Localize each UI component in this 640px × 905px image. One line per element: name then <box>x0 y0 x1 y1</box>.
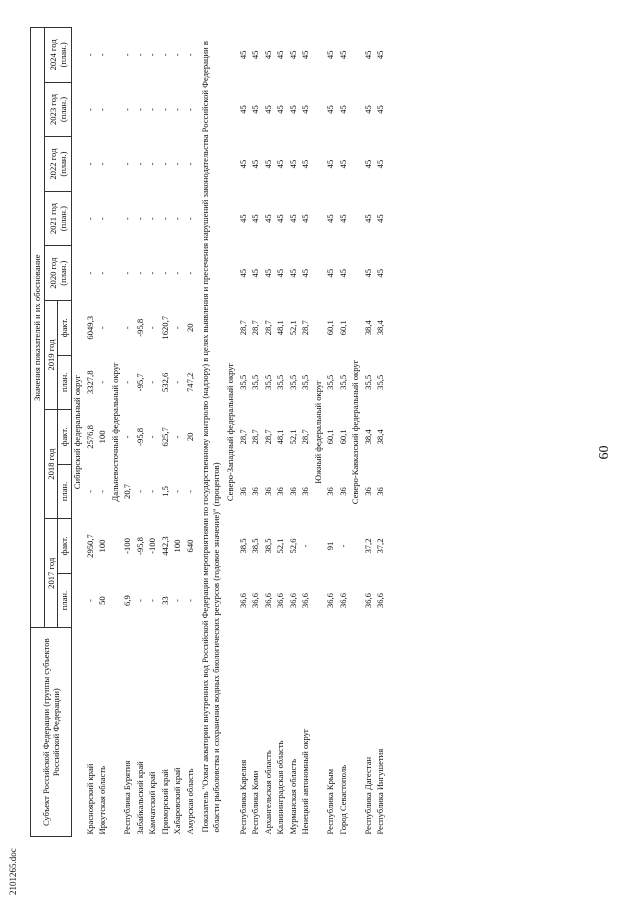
value-cell: 45 <box>362 214 373 223</box>
value-cell: 28,7 <box>250 320 261 336</box>
value-cell: - <box>147 435 158 439</box>
value-cell: - <box>300 544 311 548</box>
value-cell: 2950,7 <box>84 534 95 558</box>
value-cell: 1,5 <box>159 486 170 497</box>
value-cell: 45 <box>375 159 386 169</box>
value-cell: 45 <box>375 105 386 114</box>
region-name: Камчатский край <box>147 771 158 835</box>
region-name: Иркутская область <box>97 765 108 835</box>
value-cell: - <box>184 217 195 221</box>
table-row <box>134 28 147 837</box>
value-cell: 45 <box>250 50 261 60</box>
value-cell: 28,7 <box>262 429 273 445</box>
value-cell: 36,6 <box>275 593 286 609</box>
value-cell: - <box>184 162 195 166</box>
value-cell: 48,1 <box>275 429 286 445</box>
value-cell: - <box>97 217 108 221</box>
value-cell: 33 <box>159 596 170 605</box>
value-cell: 36,6 <box>237 593 248 609</box>
section-title: Южный федеральный округ <box>312 380 323 484</box>
value-cell: -100 <box>147 538 158 554</box>
value-cell: - <box>84 53 95 57</box>
value-cell: 45 <box>287 50 298 60</box>
value-cell: 38,4 <box>362 320 373 336</box>
value-cell: 45 <box>250 159 261 169</box>
value-cell: - <box>184 108 195 111</box>
value-cell: 45 <box>262 105 273 114</box>
value-cell: -95,7 <box>134 373 145 392</box>
value-cell: 45 <box>262 214 273 223</box>
value-cell: - <box>184 599 195 602</box>
value-cell: - <box>147 380 158 384</box>
year-2021-header: 2021 год (план.) <box>44 191 71 246</box>
value-cell: - <box>172 380 183 384</box>
value-cell: 45 <box>275 50 286 60</box>
value-cell: 36 <box>262 487 273 496</box>
value-cell: 2576,8 <box>84 425 95 449</box>
value-cell: 36,6 <box>262 593 273 609</box>
year-2024-header: 2024 год (план.) <box>44 28 71 83</box>
value-cell: 38,4 <box>375 320 386 336</box>
value-cell: 28,7 <box>237 429 248 445</box>
value-cell: - <box>159 217 170 221</box>
table-row <box>184 28 197 837</box>
value-cell: 45 <box>362 50 373 60</box>
value-cell: - <box>184 53 195 57</box>
value-cell: - <box>97 108 108 111</box>
value-cell: 45 <box>250 268 261 278</box>
value-cell: - <box>147 162 158 166</box>
value-cell: 625,7 <box>159 427 170 447</box>
table-row <box>250 28 263 837</box>
region-name: Ненецкий автономный округ <box>300 728 311 835</box>
indicator-description: Показатель "Охват акватории внутренних вод Российской Федерации мероприятиями по государственному контролю (надзору) в целях выявления и пресечения нарушений законодательства Российской Федерации в области рыболовства и сохранения водных биологических ресурсов (годовое значение)" (процентов) <box>199 41 221 833</box>
value-cell: 28,7 <box>300 429 311 445</box>
table-row <box>300 28 313 837</box>
plan-header: план. <box>58 464 72 519</box>
value-cell: 48,1 <box>275 320 286 336</box>
value-cell: 45 <box>237 159 248 169</box>
table-row <box>362 28 375 837</box>
value-cell: - <box>97 53 108 57</box>
value-cell: 52,1 <box>287 320 298 336</box>
value-cell: - <box>97 162 108 166</box>
value-cell: - <box>172 599 183 602</box>
value-cell: 35,5 <box>262 374 273 390</box>
value-cell: 45 <box>287 159 298 169</box>
value-cell: - <box>134 108 145 111</box>
table-row <box>262 28 275 837</box>
value-cell: 28,7 <box>250 429 261 445</box>
table-row <box>147 28 160 837</box>
value-cell: 38,4 <box>375 429 386 445</box>
table-row <box>325 28 338 837</box>
value-cell: 36 <box>250 487 261 496</box>
value-cell: 36 <box>337 487 348 496</box>
value-cell: 45 <box>325 268 336 278</box>
region-name: Республика Дагестан <box>362 756 373 835</box>
value-cell: - <box>184 490 195 493</box>
value-cell: - <box>172 217 183 221</box>
value-cell: 45 <box>362 268 373 278</box>
value-cell: 45 <box>237 268 248 278</box>
value-cell: 36 <box>325 487 336 496</box>
fact-header: факт. <box>58 410 72 465</box>
value-cell: 60,1 <box>337 429 348 445</box>
value-cell: - <box>134 599 145 602</box>
value-cell: 20 <box>184 323 195 333</box>
region-name: Мурманская область <box>287 758 298 835</box>
region-name: Республика Бурятия <box>122 760 133 835</box>
value-cell: - <box>84 217 95 221</box>
year-2023-header: 2023 год (план.) <box>44 82 71 137</box>
value-cell: 45 <box>250 214 261 223</box>
value-cell: - <box>172 271 183 275</box>
value-cell: - <box>122 326 133 330</box>
value-cell: 28,7 <box>300 320 311 336</box>
value-cell: 45 <box>300 105 311 114</box>
value-cell: 35,5 <box>300 374 311 390</box>
value-cell: 45 <box>375 214 386 223</box>
value-cell: - <box>122 435 133 439</box>
value-cell: 6049,3 <box>84 315 95 340</box>
value-cell: - <box>122 162 133 166</box>
value-cell: 45 <box>237 214 248 223</box>
value-cell: 45 <box>275 105 286 114</box>
section-title: Северо-Кавказский федеральный округ <box>350 359 361 505</box>
value-cell: 442,3 <box>159 536 170 556</box>
value-cell: 36 <box>362 487 373 496</box>
value-cell: - <box>172 108 183 111</box>
value-cell: 45 <box>337 50 348 60</box>
value-cell: - <box>147 217 158 221</box>
value-cell: 45 <box>237 105 248 114</box>
value-cell: - <box>147 599 158 602</box>
value-cell: 35,5 <box>250 374 261 390</box>
value-cell: 60,1 <box>325 429 336 445</box>
value-cell: 45 <box>300 159 311 169</box>
value-cell: 38,5 <box>262 538 273 554</box>
year-2020-header: 2020 год (план.) <box>44 246 71 301</box>
value-cell: 45 <box>362 105 373 114</box>
subject-header: Субъект Российской Федерации (группы субъектов Российской Федерации) <box>31 628 72 837</box>
value-cell: 36 <box>300 487 311 496</box>
value-cell: 50 <box>97 596 108 605</box>
region-name: Приморский край <box>159 769 170 835</box>
value-cell: 747,2 <box>184 372 195 392</box>
value-cell: - <box>172 490 183 493</box>
value-cell: 45 <box>337 214 348 223</box>
value-cell: - <box>122 217 133 221</box>
value-cell: 36,6 <box>325 593 336 609</box>
value-cell: 36,6 <box>250 593 261 609</box>
value-cell: 45 <box>325 105 336 114</box>
value-cell: - <box>159 271 170 275</box>
region-name: Красноярский край <box>84 763 95 835</box>
value-cell: 45 <box>337 105 348 114</box>
value-cell: - <box>97 271 108 275</box>
value-cell: 45 <box>300 50 311 60</box>
value-cell: 20 <box>184 432 195 442</box>
region-name: Хабаровский край <box>172 767 183 835</box>
page-number: 60 <box>597 445 612 460</box>
value-cell: 3327,8 <box>84 370 95 395</box>
value-cell: 52,1 <box>287 429 298 445</box>
value-cell: 36,6 <box>287 593 298 609</box>
value-cell: 45 <box>375 268 386 278</box>
value-cell: -95,8 <box>134 318 145 337</box>
value-cell: 52,1 <box>275 538 286 554</box>
year-2017-header: 2017 год <box>44 519 58 628</box>
value-cell: 37,2 <box>362 538 373 554</box>
value-cell: 28,7 <box>237 320 248 336</box>
region-name: Амурская область <box>184 768 195 835</box>
value-cell: 36,6 <box>300 593 311 609</box>
value-cell: 36 <box>275 487 286 496</box>
section-title: Дальневосточный федеральный округ <box>109 362 120 502</box>
plan-header: план. <box>58 573 72 628</box>
value-cell: 1620,7 <box>159 315 170 340</box>
value-cell: 45 <box>287 105 298 114</box>
value-cell: 100 <box>97 539 108 553</box>
table-row <box>287 28 300 837</box>
value-cell: - <box>159 162 170 166</box>
value-cell: 60,1 <box>325 320 336 336</box>
value-cell: 60,1 <box>337 320 348 336</box>
value-cell: - <box>84 162 95 166</box>
value-cell: 45 <box>275 214 286 223</box>
region-name: Республика Коми <box>250 770 261 835</box>
value-cell: 45 <box>237 50 248 60</box>
value-cell: 45 <box>375 50 386 60</box>
value-cell: 91 <box>325 541 336 551</box>
value-cell: 100 <box>97 430 108 444</box>
indicator-table <box>30 27 387 837</box>
fact-header: факт. <box>58 300 72 355</box>
value-cell: 45 <box>287 268 298 278</box>
value-cell: 45 <box>262 159 273 169</box>
region-name: Архангельская область <box>262 750 273 835</box>
value-cell: 28,7 <box>262 320 273 336</box>
value-cell: 35,5 <box>375 374 386 390</box>
table-row <box>84 28 97 837</box>
value-cell: -95,8 <box>134 537 145 555</box>
value-cell: - <box>122 53 133 57</box>
value-cell: - <box>147 271 158 275</box>
table-row <box>337 28 350 837</box>
value-cell: 36 <box>375 487 386 496</box>
section-title: Сибирский федеральный округ <box>72 374 83 490</box>
table-row <box>172 28 185 837</box>
value-cell: 38,5 <box>237 538 248 554</box>
table-row <box>97 28 110 837</box>
region-name: Калининградская область <box>275 740 286 835</box>
value-cell: 35,5 <box>275 374 286 390</box>
value-cell: - <box>134 53 145 57</box>
value-cell: - <box>84 490 95 493</box>
value-cell: - <box>184 271 195 275</box>
value-cell: - <box>159 108 170 111</box>
value-cell: 36,6 <box>337 593 348 609</box>
value-cell: - <box>97 380 108 384</box>
table-row <box>375 28 388 837</box>
value-cell: 35,5 <box>287 374 298 390</box>
region-name: Забайкальский край <box>134 761 145 835</box>
value-cell: 45 <box>325 214 336 223</box>
fact-header: факт. <box>58 519 72 574</box>
value-cell: 45 <box>300 268 311 278</box>
table-row <box>159 28 172 837</box>
value-cell: 45 <box>262 268 273 278</box>
table-row <box>237 28 250 837</box>
value-cell: - <box>122 380 133 384</box>
region-name: Республика Ингушетия <box>375 748 386 835</box>
values-header: Значения показателей и их обоснование <box>31 28 45 628</box>
year-2022-header: 2022 год (план.) <box>44 137 71 192</box>
value-cell: 45 <box>362 159 373 169</box>
value-cell: - <box>134 490 145 493</box>
value-cell: 38,4 <box>362 429 373 445</box>
value-cell: - <box>147 53 158 57</box>
region-name: Республика Карелия <box>237 759 248 835</box>
value-cell: - <box>337 544 348 548</box>
plan-header: план. <box>58 355 72 410</box>
value-cell: 45 <box>275 268 286 278</box>
value-cell: - <box>134 271 145 275</box>
value-cell: - <box>84 599 95 602</box>
value-cell: 36,6 <box>362 593 373 609</box>
value-cell: 45 <box>325 159 336 169</box>
value-cell: 35,5 <box>237 374 248 390</box>
value-cell: 45 <box>287 214 298 223</box>
document-id: 2101265.doc <box>8 848 18 895</box>
value-cell: - <box>159 53 170 57</box>
value-cell: 36,6 <box>375 593 386 609</box>
value-cell: - <box>122 271 133 275</box>
table-row <box>122 28 135 837</box>
value-cell: 37,2 <box>375 538 386 554</box>
value-cell: - <box>97 490 108 493</box>
value-cell: 45 <box>275 159 286 169</box>
value-cell: - <box>147 490 158 493</box>
value-cell: 45 <box>325 50 336 60</box>
value-cell: 38,5 <box>250 538 261 554</box>
value-cell: - <box>134 162 145 166</box>
value-cell: 45 <box>337 268 348 278</box>
value-cell: - <box>122 108 133 111</box>
year-2019-header: 2019 год <box>44 300 58 409</box>
value-cell: - <box>97 326 108 330</box>
region-name: Город Севастополь <box>337 764 348 835</box>
value-cell: 35,5 <box>325 374 336 390</box>
value-cell: - <box>172 53 183 57</box>
value-cell: - <box>147 326 158 330</box>
value-cell: 45 <box>300 214 311 223</box>
value-cell: 100 <box>172 539 183 553</box>
value-cell: - <box>147 108 158 111</box>
value-cell: -95,8 <box>134 427 145 446</box>
value-cell: 532,6 <box>159 372 170 392</box>
value-cell: 640 <box>184 539 195 553</box>
value-cell: 35,5 <box>337 374 348 390</box>
section-title: Северо-Западный федеральный округ <box>225 362 236 502</box>
value-cell: 52,6 <box>287 538 298 554</box>
value-cell: 35,5 <box>362 374 373 390</box>
value-cell: - <box>84 108 95 111</box>
region-name: Республика Крым <box>325 768 336 835</box>
value-cell: 6,9 <box>122 595 133 606</box>
year-2018-header: 2018 год <box>44 410 58 519</box>
value-cell: - <box>172 435 183 439</box>
value-cell: 36 <box>237 487 248 496</box>
value-cell: -100 <box>122 538 133 554</box>
value-cell: - <box>84 271 95 275</box>
value-cell: 45 <box>262 50 273 60</box>
value-cell: 20,7 <box>122 483 133 499</box>
table-row <box>275 28 288 837</box>
value-cell: - <box>172 326 183 330</box>
value-cell: - <box>134 217 145 221</box>
value-cell: 45 <box>250 105 261 114</box>
value-cell: - <box>172 162 183 166</box>
value-cell: 45 <box>337 159 348 169</box>
value-cell: 36 <box>287 487 298 496</box>
